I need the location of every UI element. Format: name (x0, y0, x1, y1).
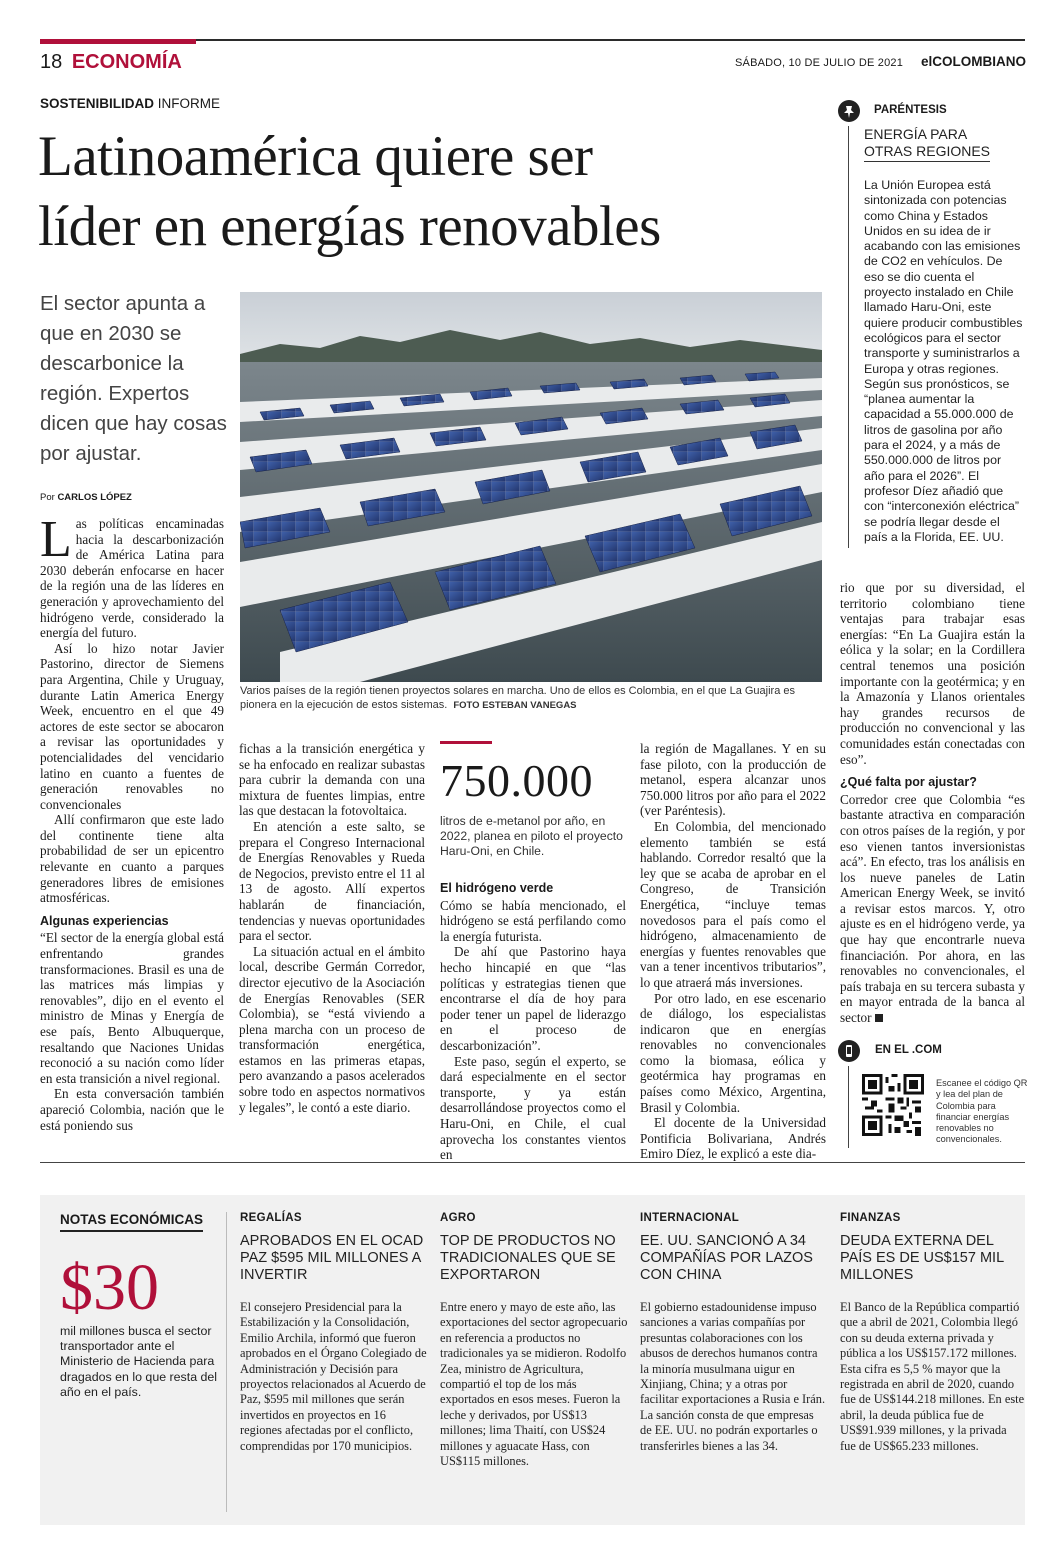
stat-description: litros de e-metanol por año, en 2022, planea en piloto el proyecto Haru-Oni, en Chile. (440, 814, 623, 858)
subheading-que-falta: ¿Qué falta por ajustar? (840, 775, 977, 790)
paragraph: Cómo se había mencionado, el hidrógeno se está perfilando como la energía futurista. (440, 897, 626, 944)
subheading-algunas-experiencias: Algunas experiencias (40, 913, 169, 928)
paragraph: rio que por su diversidad, el territorio colombiano tiene ventajas para trabajar esas energías: “En La Guajira están la eólica y la solar; en la Cordillera central tenemos una posición importante con la geotérmica; y en la Amazonía y Llanos orientales hay grandes recursos de producción no convencional y las comunidades están conectadas con eso”. (840, 580, 1025, 767)
paragraph: la región de Magallanes. Y en su fase piloto, con la producción de metanol, espera alcanzar unos 750.000 litros por año para el 2022 (ver Paréntesis). (640, 741, 826, 819)
end-mark-icon (875, 1014, 883, 1022)
kicker (40, 96, 220, 111)
paragraph (40, 511, 224, 641)
solar-panels-image (240, 292, 822, 682)
pin-icon (838, 100, 860, 122)
note-category: REGALÍAS (240, 1212, 302, 1224)
lead-paragraph: El sector apunta a que en 2030 se descarbonice la región. Expertos dicen que hay cosas por ajustar. (40, 292, 227, 465)
note-category: INTERNACIONAL (640, 1212, 740, 1224)
paragraph-text: Corredor cree que Colombia “es bastante atractiva en comparación con otros países de la región, y por eso vienen tantos inversionistas acá”. En efecto, tras los análisis en los nueve paneles de Latin American Energy Week, se invitó a revisar estos marcos. Y, otro ajuste es en el hidrógeno verde, ya que hay que encontrarle nueva financiación. Por ahora, en las renovables no convencionales, el país trabaja en su tercera subasta y en mayor entrada de la banca al sector (840, 791, 1025, 1026)
byline-name: CARLOS LÓPEZ (57, 492, 132, 503)
kicker-bold: SOSTENIBILIDAD (40, 96, 155, 111)
paragraph: El docente de la Universidad Pontificia Bolivariana, Andrés Emiro Díez, le explicó a este dia- (640, 1115, 826, 1162)
paragraph: fichas a la transición energética y se ha enfocado en realizar subastas para cubrir la demanda con una mixtura de fuentes limpias, entre las que destacan la fotovoltaica. (239, 741, 425, 819)
logo-el: el (921, 54, 933, 69)
paragraph: En Colombia, del mencionado elemento también se está hablando. Corredor resaltó que la ley que se acaba de aprobar en el Congreso, de Transición Energética, “incluye temas novedosos para el país como el hidrógeno, almacenamiento de energías y fuentes renovables que van a tener incentivos tributarios”, lo que atraerá más inversiones. (640, 818, 826, 990)
paragraph: Por otro lado, en ese escenario de diálogo, los especialistas indicaron que en energías renovables no convencionales como la biomasa, eólica y geotérmica hay programas en países como México, Argentina, Brasil y Colombia. (640, 990, 826, 1115)
caption-text: Varios países de la región tienen proyectos solares en marcha. Uno de ellos es Colombia, en el que La Guajira es pionera en la ejecución de estos sistemas. (240, 685, 796, 711)
kicker-light: INFORME (157, 96, 221, 111)
note-category: AGRO (440, 1212, 476, 1224)
notes-big-number: $30 (60, 1251, 159, 1324)
note-body: El consejero Presidencial para la Estabilización y la Consolidación, Emilio Archila, informó que fueron aprobados en el Órgano Colegiado de Administración y Decisión para proyectos relacionados al Acuerdo de Paz, $595 mil millones que serán invertidos en proyectos en 16 regiones afectadas por el conflicto, comprendidas por 170 municipios. (240, 1300, 427, 1453)
section-separator (40, 1162, 1025, 1163)
paragraph: “El sector de la energía global está enfrentando grandes transformaciones. Brasil es una de las matrices más limpias y renovables”, dijo en el evento el ministro de Minas y Energía de ese país, Bento Albuquerque, resaltando que Naciones Unidas reconoció a su nación como líder en esta transición a nivel regional. (40, 930, 224, 1086)
notes-divider (226, 1212, 227, 1512)
byline-prefix: Por (40, 492, 55, 503)
article-column-2 (239, 741, 425, 1115)
note-regalias (240, 1212, 428, 1454)
headline-line-2: líder en energías renovables (38, 195, 661, 258)
headline (38, 122, 661, 262)
header-accent-bar (40, 39, 196, 44)
subheading-hidrogeno-verde: El hidrógeno verde (440, 881, 554, 895)
page-header (40, 50, 182, 74)
issue-date: SÁBADO, 10 DE JULIO DE 2021 (735, 57, 904, 69)
byline (40, 492, 132, 503)
article-column-1 (40, 511, 224, 1133)
sidebar-title-line-1: ENERGÍA PARA (864, 126, 968, 142)
masthead-logo (921, 54, 1026, 69)
page-number: 18 (40, 51, 63, 73)
sidebar-title (864, 126, 990, 162)
photo-caption (240, 684, 830, 713)
paragraph: La situación actual en el ámbito local, describe Germán Corredor, director ejecutivo de la Asociación de Energías Renovables (SER Colombia), se “está viviendo a plena marcha con un proceso de transformación energética, estamos en las primeras etapas, pero avanzando a pasos acelerados sobre todo en aspectos normativos y legales”, le contó a este diario. (239, 943, 425, 1115)
qr-instructions: Escanee el código QR y lea del plan de Colombia para financiar energías renovables no convencionales. (936, 1078, 1028, 1145)
note-headline: TOP DE PRODUCTOS NO TRADICIONALES QUE SE EXPORTARON (440, 1233, 616, 1283)
paragraph: En atención a este salto, se prepara el Congreso Internacional de Energías Renovables y Rueda de Negocios, previsto entre el 11 al 13 de agosto. Allí expertos hablarán de financiación, tendencias y nuevas oportunidades para el sector. (239, 818, 425, 944)
note-headline: APROBADOS EN EL OCAD PAZ $595 MIL MILLONES A INVERTIR (240, 1233, 424, 1283)
note-body: El Banco de la República compartió que a abril de 2021, Colombia llegó con su deuda externa privada y pública a los US$157.172 millones. Esta cifra es 5,5 % mayor que la registrada en abril de 2020, cuando fue de US$144.218 millones. En este abril, la deuda pública fue de US$91.939 millones, y la privada fue de US$65.233 millones. (840, 1300, 1025, 1453)
stat-number: 750.000 (440, 755, 593, 806)
note-headline: EE. UU. SANCIONÓ A 34 COMPAÑÍAS POR LAZOS CON CHINA (640, 1233, 813, 1283)
paragraph: Este paso, según el experto, se dará especialmente en el sector transporte, y ya están desarrollándose proyectos como el Haru-Oni, en Chile, el cual aprovecha los constantes vientos en (440, 1053, 626, 1163)
section-name: ECONOMÍA (71, 51, 182, 73)
note-category: FINANZAS (840, 1212, 901, 1224)
drop-cap: L (40, 511, 72, 568)
web-label: EN EL .COM (875, 1044, 942, 1056)
paragraph (840, 792, 1025, 1026)
note-agro (440, 1212, 628, 1469)
mobile-phone-icon (838, 1040, 860, 1062)
paragraph-text: as políticas encaminadas hacia la descarbonización de América Latina para 2030 deberán enfocarse en hacer de la región una de las líderes en generación y aprovechamiento del hidrógeno verde, considerado la energía del futuro. (40, 516, 224, 641)
article-column-3 (440, 881, 626, 1163)
logo-name: COLOMBIANO (932, 54, 1027, 69)
sidebar-rule (848, 126, 849, 548)
paragraph: En esta conversación también apareció Colombia, nación que le está poniendo sus (40, 1086, 224, 1133)
solar-farm-photo (240, 292, 822, 682)
note-body: Entre enero y mayo de este año, las exportaciones del sector agropecuario en referencia a productos no tradicionales ya se midieron. Rodolfo Zea, ministro de Agricultura, compartió el top de los más exportados en esos meses. Fueron la leche y derivados, por US$13 millones; lima Thaití, con US$24 millones y aguacate Hass, con US$115 millones. (440, 1300, 628, 1469)
web-rule (848, 1066, 849, 1148)
sidebar-label: PARÉNTESIS (874, 104, 947, 116)
photo-credit: FOTO ESTEBAN VANEGAS (453, 700, 577, 711)
note-internacional (640, 1212, 828, 1454)
note-headline: DEUDA EXTERNA DEL PAÍS ES DE US$157 MIL MILLONES (840, 1233, 1004, 1283)
notes-title: NOTAS ECONÓMICAS (60, 1212, 203, 1232)
headline-line-1: Latinoamérica quiere ser (38, 125, 593, 188)
paragraph: Allí confirmaron que este lado del continente tiene alta probabilidad de ser un epicentro relevante en cuanto a parques generadores libres de emisiones atmosféricas. (40, 812, 224, 906)
note-body: El gobierno estadounidense impuso sanciones a varias compañías por presuntas colaboraciones con los abusos de derechos humanos contra la minoría musulmana uigur en Xinjiang, China; y a otras por facilitar exportaciones a Rusia e Irán. La sanción consta de que empresas de EE. UU. no podrán exportarles o transferirles bienes a las 34. (640, 1300, 826, 1453)
note-finanzas (840, 1212, 1025, 1454)
sidebar-title-line-2: OTRAS REGIONES (864, 143, 990, 162)
paragraph: Así lo hizo notar Javier Pastorino, director de Siemens para Argentina, Chile y Uruguay, durante Latin America Energy Week, encuentro en el que 49 actores de este sector se abocaron a revisar las oportunidades y potencialidades del vencidario latino en cuanto a fuentes de generación renovables no convencionales (40, 640, 224, 812)
qr-code-icon[interactable] (862, 1074, 924, 1136)
stat-accent-bar (440, 741, 492, 744)
notes-big-text: mil millones busca el sector transportador ante el Ministerio de Hacienda para dragados en lo que resta del año en el país. (60, 1324, 218, 1399)
article-column-5 (840, 580, 1025, 1026)
article-column-4 (640, 741, 826, 1162)
paragraph: De ahí que Pastorino haya hecho hincapié en que “las políticas y estrategias tienen que encontrarse el día de hoy para poder tener un papel de liderazgo en el proceso de descarbonización”. (440, 944, 626, 1053)
sidebar-text: La Unión Europea está sintonizada con potencias como China y Estados Unidos en su idea de ir acabando con las emisiones de CO2 en vehículos. De eso se dio cuenta el proyecto instalado en Chile llamado Haru-Oni, este quiere producir combustibles ecológicos para el sector transporte y suministrarlos a Europa y otras regiones. Según sus pronósticos, se “planea aumentar la capacidad a 55.000.000 de litros de gasolina por año para el 2024, y a más de 550.000.000 de litros por año para el 2026”. El profesor Díez añadió que con “interconexión eléctrica” se podría llegar desde el país a la Florida, EE. UU. (864, 178, 1023, 544)
